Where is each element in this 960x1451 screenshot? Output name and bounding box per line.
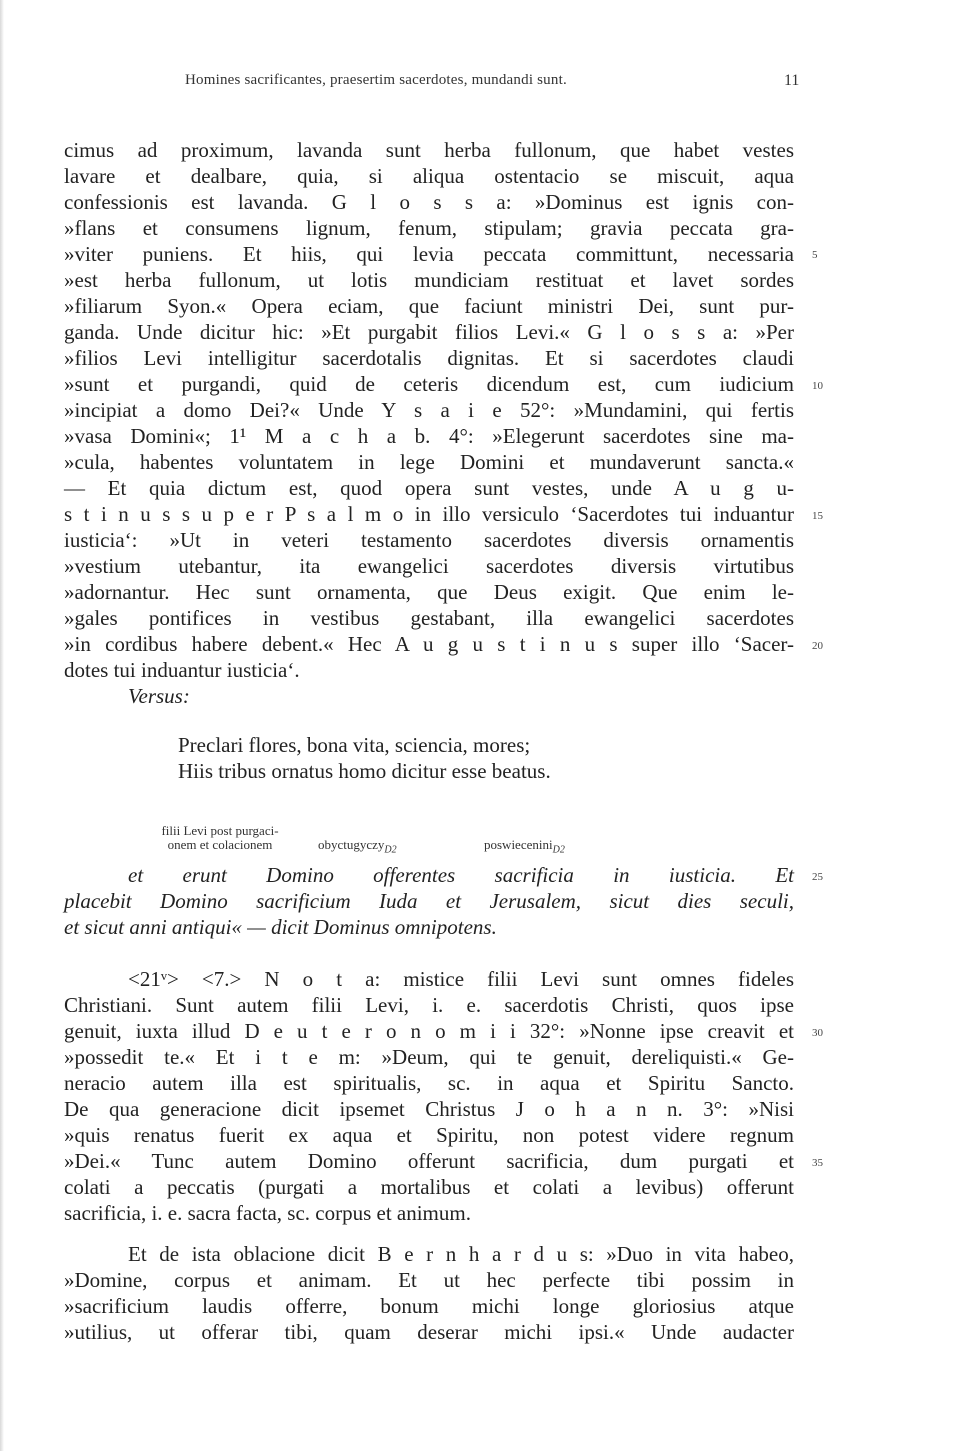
text-line: sacrificia, i. e. sacra facta, sc. corpus et animum.	[64, 1201, 471, 1225]
gloss-poswiecenini	[484, 838, 565, 858]
text-line: »cula, habentes voluntatem in lege Domini et mundaverunt sancta.«	[64, 450, 794, 474]
text-line: »incipiat a domo Dei?« Unde Y s a i e 52°: »Mundamini, qui fertis	[64, 398, 794, 422]
verse-line: Hiis tribus ornatus homo dicitur esse beatus.	[178, 759, 551, 783]
text-line: »vasa Domini«; 1¹ M a c h a b. 4°: »Elegerunt sacerdotes sine ma-	[64, 424, 794, 448]
text-line: ganda. Unde dicitur hic: »Et purgabit filios Levi.« G l o s s a: »Per	[64, 320, 794, 344]
gloss-obyctugyczy	[318, 838, 397, 858]
scripture-line: placebit Domino sacrificium Iuda et Jerusalem, sicut dies seculi,	[64, 889, 794, 913]
text-line: lavare et dealbare, quia, si aliqua ostentacio se miscuit, aqua	[64, 164, 794, 188]
text-line: s t i n u s s u p e r P s a l m o in illo versiculo ‘Sacerdotes tui induantur	[64, 502, 794, 526]
gloss-line: onem et colacionem	[167, 837, 273, 852]
gloss-line: filii Levi post purgaci-	[161, 823, 279, 838]
gloss-siglum: D2	[552, 844, 565, 856]
text-line: <21ᵛ> <7.> N o t a: mistice filii Levi sunt omnes fideles	[128, 967, 794, 991]
page-edge-shadow	[0, 0, 4, 1451]
text-line: »adornantur. Hec sunt ornamenta, que Deus exigit. Que enim le-	[64, 580, 794, 604]
text-line: dotes tui induantur iusticia‘.	[64, 658, 300, 682]
running-header: Homines sacrificantes, praesertim sacerdotes, mundandi sunt.	[185, 72, 567, 88]
text-line: »Domine, corpus et animam. Et ut hec perfecte tibi possim in	[64, 1268, 794, 1292]
text-line: »quis renatus fuerit ex aqua et Spiritu, non potest videre regnum	[64, 1123, 794, 1147]
text-line: »possedit te.« Et i t e m: »Deum, qui te genuit, dereliquisti.« Ge-	[64, 1045, 794, 1069]
line-number: 15	[812, 510, 823, 522]
line-number: 30	[812, 1027, 823, 1039]
text-line: De qua generacione dicit ipsemet Christus J o h a n n. 3°: »Nisi	[64, 1097, 794, 1121]
text-line: Christiani. Sunt autem filii Levi, i. e. sacerdotis Christi, quos ipse	[64, 993, 794, 1017]
text-line: iusticia‘: »Ut in veteri testamento sacerdotes diversis ornamentis	[64, 528, 794, 552]
scripture-line: et erunt Domino offerentes sacrificia in iusticia. Et	[128, 863, 794, 887]
line-number: 10	[812, 380, 823, 392]
versus-label: Versus:	[128, 684, 190, 708]
text-line: Et de ista oblacione dicit B e r n h a r d u s: »Duo in vita habeo,	[128, 1242, 794, 1266]
text-line: genuit, iuxta illud D e u t e r o n o m i i 32°: »Nonne ipse creavit et	[64, 1019, 794, 1043]
text-line: »vestium utebantur, ita ewangelici sacerdotes diversis virtutibus	[64, 554, 794, 578]
gloss-word: obyctugyczy	[318, 837, 385, 852]
text-line: »viter puniens. Et hiis, qui levia peccata committunt, necessaria	[64, 242, 794, 266]
page-number: 11	[784, 72, 800, 89]
text-line: »in cordibus habere debent.« Hec A u g u s t i n u s super illo ‘Sacer-	[64, 632, 794, 656]
text-line: »sacrificium laudis offerre, bonum michi longe gloriosius atque	[64, 1294, 794, 1318]
line-number: 25	[812, 871, 823, 883]
line-number: 20	[812, 640, 823, 652]
text-line: »sunt et purgandi, quid de ceteris dicendum est, cum iudicium	[64, 372, 794, 396]
gloss-word: poswiecenini	[484, 837, 553, 852]
gloss-filii-levi	[150, 824, 290, 852]
scripture-line: et sicut anni antiqui« — dicit Dominus omnipotens.	[64, 915, 497, 939]
text-line: — Et quia dictum est, quod opera sunt vestes, unde A u g u-	[64, 476, 794, 500]
text-line: »Dei.« Tunc autem Domino offerunt sacrificia, dum purgati et	[64, 1149, 794, 1173]
text-line: »flans et consumens lignum, fenum, stipulam; gravia peccata gra-	[64, 216, 794, 240]
text-line: »est herba fullonum, ut lotis mundiciam restituat et lavet sordes	[64, 268, 794, 292]
gloss-siglum: D2	[384, 844, 397, 856]
text-line: »filios Levi intelligitur sacerdotalis dignitas. Et si sacerdotes claudi	[64, 346, 794, 370]
line-number: 5	[812, 249, 818, 261]
text-line: cimus ad proximum, lavanda sunt herba fullonum, que habet vestes	[64, 138, 794, 162]
text-line: »filiarum Syon.« Opera eciam, que faciunt ministri Dei, sunt pur-	[64, 294, 794, 318]
text-line: »utilius, ut offerar tibi, quam deserar michi ipsi.« Unde audacter	[64, 1320, 794, 1344]
verse-line: Preclari flores, bona vita, sciencia, mores;	[178, 733, 531, 757]
text-line: colati a peccatis (purgati a mortalibus et colati a levibus) offerunt	[64, 1175, 794, 1199]
text-line: »gales pontifices in vestibus gestabant, illa ewangelici sacerdotes	[64, 606, 794, 630]
text-line: neracio autem illa est spiritualis, sc. in aqua et Spiritu Sancto.	[64, 1071, 794, 1095]
text-line: confessionis est lavanda. G l o s s a: »Dominus est ignis con-	[64, 190, 794, 214]
line-number: 35	[812, 1157, 823, 1169]
